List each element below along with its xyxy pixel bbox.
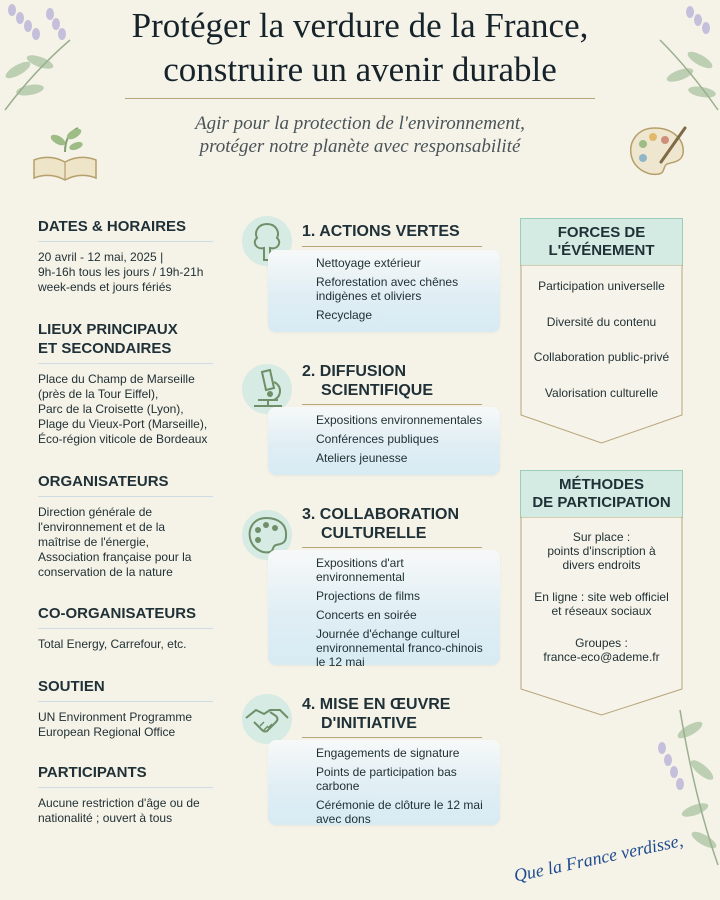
action-title-rule: [302, 246, 482, 247]
action-title-line: 4. MISE EN ŒUVRE: [302, 696, 451, 713]
method-line: points d'inscription à: [547, 544, 656, 558]
section-heading: CO-ORGANISATEURS: [38, 604, 213, 629]
method-line: Sur place :: [572, 530, 631, 544]
method-line: En ligne : site web officiel: [534, 590, 669, 604]
venues-section: [38, 320, 213, 447]
section-heading: SOUTIEN: [38, 677, 213, 702]
section-body: [38, 637, 213, 652]
section-line: nationalité ; ouvert à tous: [38, 811, 173, 825]
section-line: Parc de la Croisette (Lyon),: [38, 402, 184, 416]
action-title-rule: [302, 737, 482, 738]
section-line: Aucune restriction d'âge ou de: [38, 796, 200, 810]
strength-item: Participation universelle: [538, 279, 665, 293]
strength-item: Valorisation culturelle: [544, 386, 659, 400]
page-title: [60, 4, 660, 92]
section-line: Total Energy, Carrefour, etc.: [38, 637, 187, 651]
co-organizers-section: [38, 604, 213, 652]
action-title-line: CULTURELLE: [321, 525, 427, 542]
list-item: Points de participation bas carbone: [316, 765, 457, 793]
subtitle-line-2: protéger notre planète avec responsabilité: [199, 136, 521, 157]
list-item: Nettoyage extérieur: [316, 256, 421, 270]
list-item: Cérémonie de clôture le 12 mai avec dons: [316, 798, 483, 826]
section-body: [38, 505, 213, 580]
dates-section: [38, 217, 213, 295]
method-item: [520, 590, 683, 618]
heading-line: ET SECONDAIRES: [38, 340, 172, 357]
action-card: [268, 407, 500, 475]
section-line: Éco-région viticole de Bordeaux: [38, 432, 208, 446]
title-line-1: Protéger la verdure de la France,: [131, 6, 589, 45]
section-line: Association française pour la: [38, 550, 192, 564]
panel-heading: [520, 470, 683, 518]
list-item: Engagements de signature: [316, 746, 460, 760]
list-item: Expositions environnementales: [316, 413, 483, 427]
support-section: [38, 677, 213, 740]
strengths-panel: [520, 218, 683, 445]
action-title: [302, 362, 433, 400]
heading-line: L'ÉVÉNEMENT: [548, 242, 655, 259]
section-line: (près de la Tour Eiffel),: [38, 387, 159, 401]
section-body: [38, 710, 213, 740]
heading-line: DE PARTICIPATION: [532, 494, 671, 511]
handshake-icon: [240, 692, 294, 746]
method-item: [520, 636, 683, 664]
panel-heading: [520, 218, 683, 266]
method-line: et réseaux sociaux: [551, 604, 652, 618]
closing-script: Que la France verdisse,: [512, 830, 685, 886]
section-body: [38, 372, 213, 447]
action-title-rule: [302, 404, 482, 405]
section-line: UN Environment Programme: [38, 710, 193, 724]
section-line: Plage du Vieux-Port (Marseille),: [38, 417, 208, 431]
participants-section: [38, 763, 213, 826]
method-line: france-eco@ademe.fr: [543, 650, 660, 664]
action-title-line: 2. DIFFUSION: [302, 363, 407, 380]
action-title: [302, 695, 450, 733]
list-item: Recyclage: [316, 308, 373, 322]
list-item: Concerts en soirée: [316, 608, 417, 622]
method-item: [520, 530, 683, 572]
action-title-rule: [302, 547, 482, 548]
list-item: Journée d'échange culturel environnemental franco-chinois le 12 mai: [316, 627, 483, 669]
strength-item: Collaboration public-privé: [533, 350, 670, 364]
list-item: Reforestation avec chênes indigènes et oliviers: [316, 275, 459, 303]
section-line: conservation de la nature: [38, 565, 173, 579]
list-item: Expositions d'art environnemental: [316, 556, 405, 584]
action-title: [302, 222, 460, 241]
section-line: l'environnement et de la: [38, 520, 166, 534]
section-line: 9h-16h tous les jours / 19h-21h: [38, 265, 204, 279]
section-heading: DATES & HORAIRES: [38, 217, 213, 242]
section-line: maîtrise de l'énergie,: [38, 535, 150, 549]
section-heading: [38, 320, 213, 364]
method-line: Groupes :: [575, 636, 628, 650]
section-line: European Regional Office: [38, 725, 176, 739]
heading-line: LIEUX PRINCIPAUX: [38, 321, 178, 338]
section-body: [38, 250, 213, 295]
action-title-line: D'INITIATIVE: [321, 715, 417, 732]
action-title-line: 3. COLLABORATION: [302, 506, 460, 523]
section-body: [38, 796, 213, 826]
section-line: Place du Champ de Marseille: [38, 372, 195, 386]
title-divider: [125, 98, 595, 99]
subtitle-line-1: Agir pour la protection de l'environnement,: [195, 113, 525, 134]
title-line-2: construire un avenir durable: [163, 50, 557, 89]
organizers-section: [38, 472, 213, 580]
heading-line: MÉTHODES: [558, 476, 644, 493]
subtitle: [120, 112, 600, 158]
method-line: divers endroits: [562, 558, 641, 572]
list-item: Ateliers jeunesse: [316, 451, 408, 465]
methods-panel: [520, 470, 683, 717]
heading-line: FORCES DE: [557, 224, 646, 241]
action-title-line: SCIENTIFIQUE: [321, 382, 434, 399]
action-title: [302, 505, 459, 543]
section-heading: ORGANISATEURS: [38, 472, 213, 497]
section-line: Direction générale de: [38, 505, 153, 519]
section-line: week-ends et jours fériés: [38, 280, 172, 294]
action-card: [268, 250, 500, 332]
action-card: [268, 740, 500, 825]
section-heading: PARTICIPANTS: [38, 763, 213, 788]
list-item: Projections de films: [316, 589, 421, 603]
section-line: 20 avril - 12 mai, 2025 |: [38, 250, 164, 264]
book-sprout-icon: [30, 122, 100, 184]
action-title-line: 1. ACTIONS VERTES: [302, 223, 460, 240]
action-card: [268, 550, 500, 669]
palette-brush-icon: [625, 122, 689, 182]
strength-item: Diversité du contenu: [546, 315, 657, 329]
list-item: Conférences publiques: [316, 432, 439, 446]
